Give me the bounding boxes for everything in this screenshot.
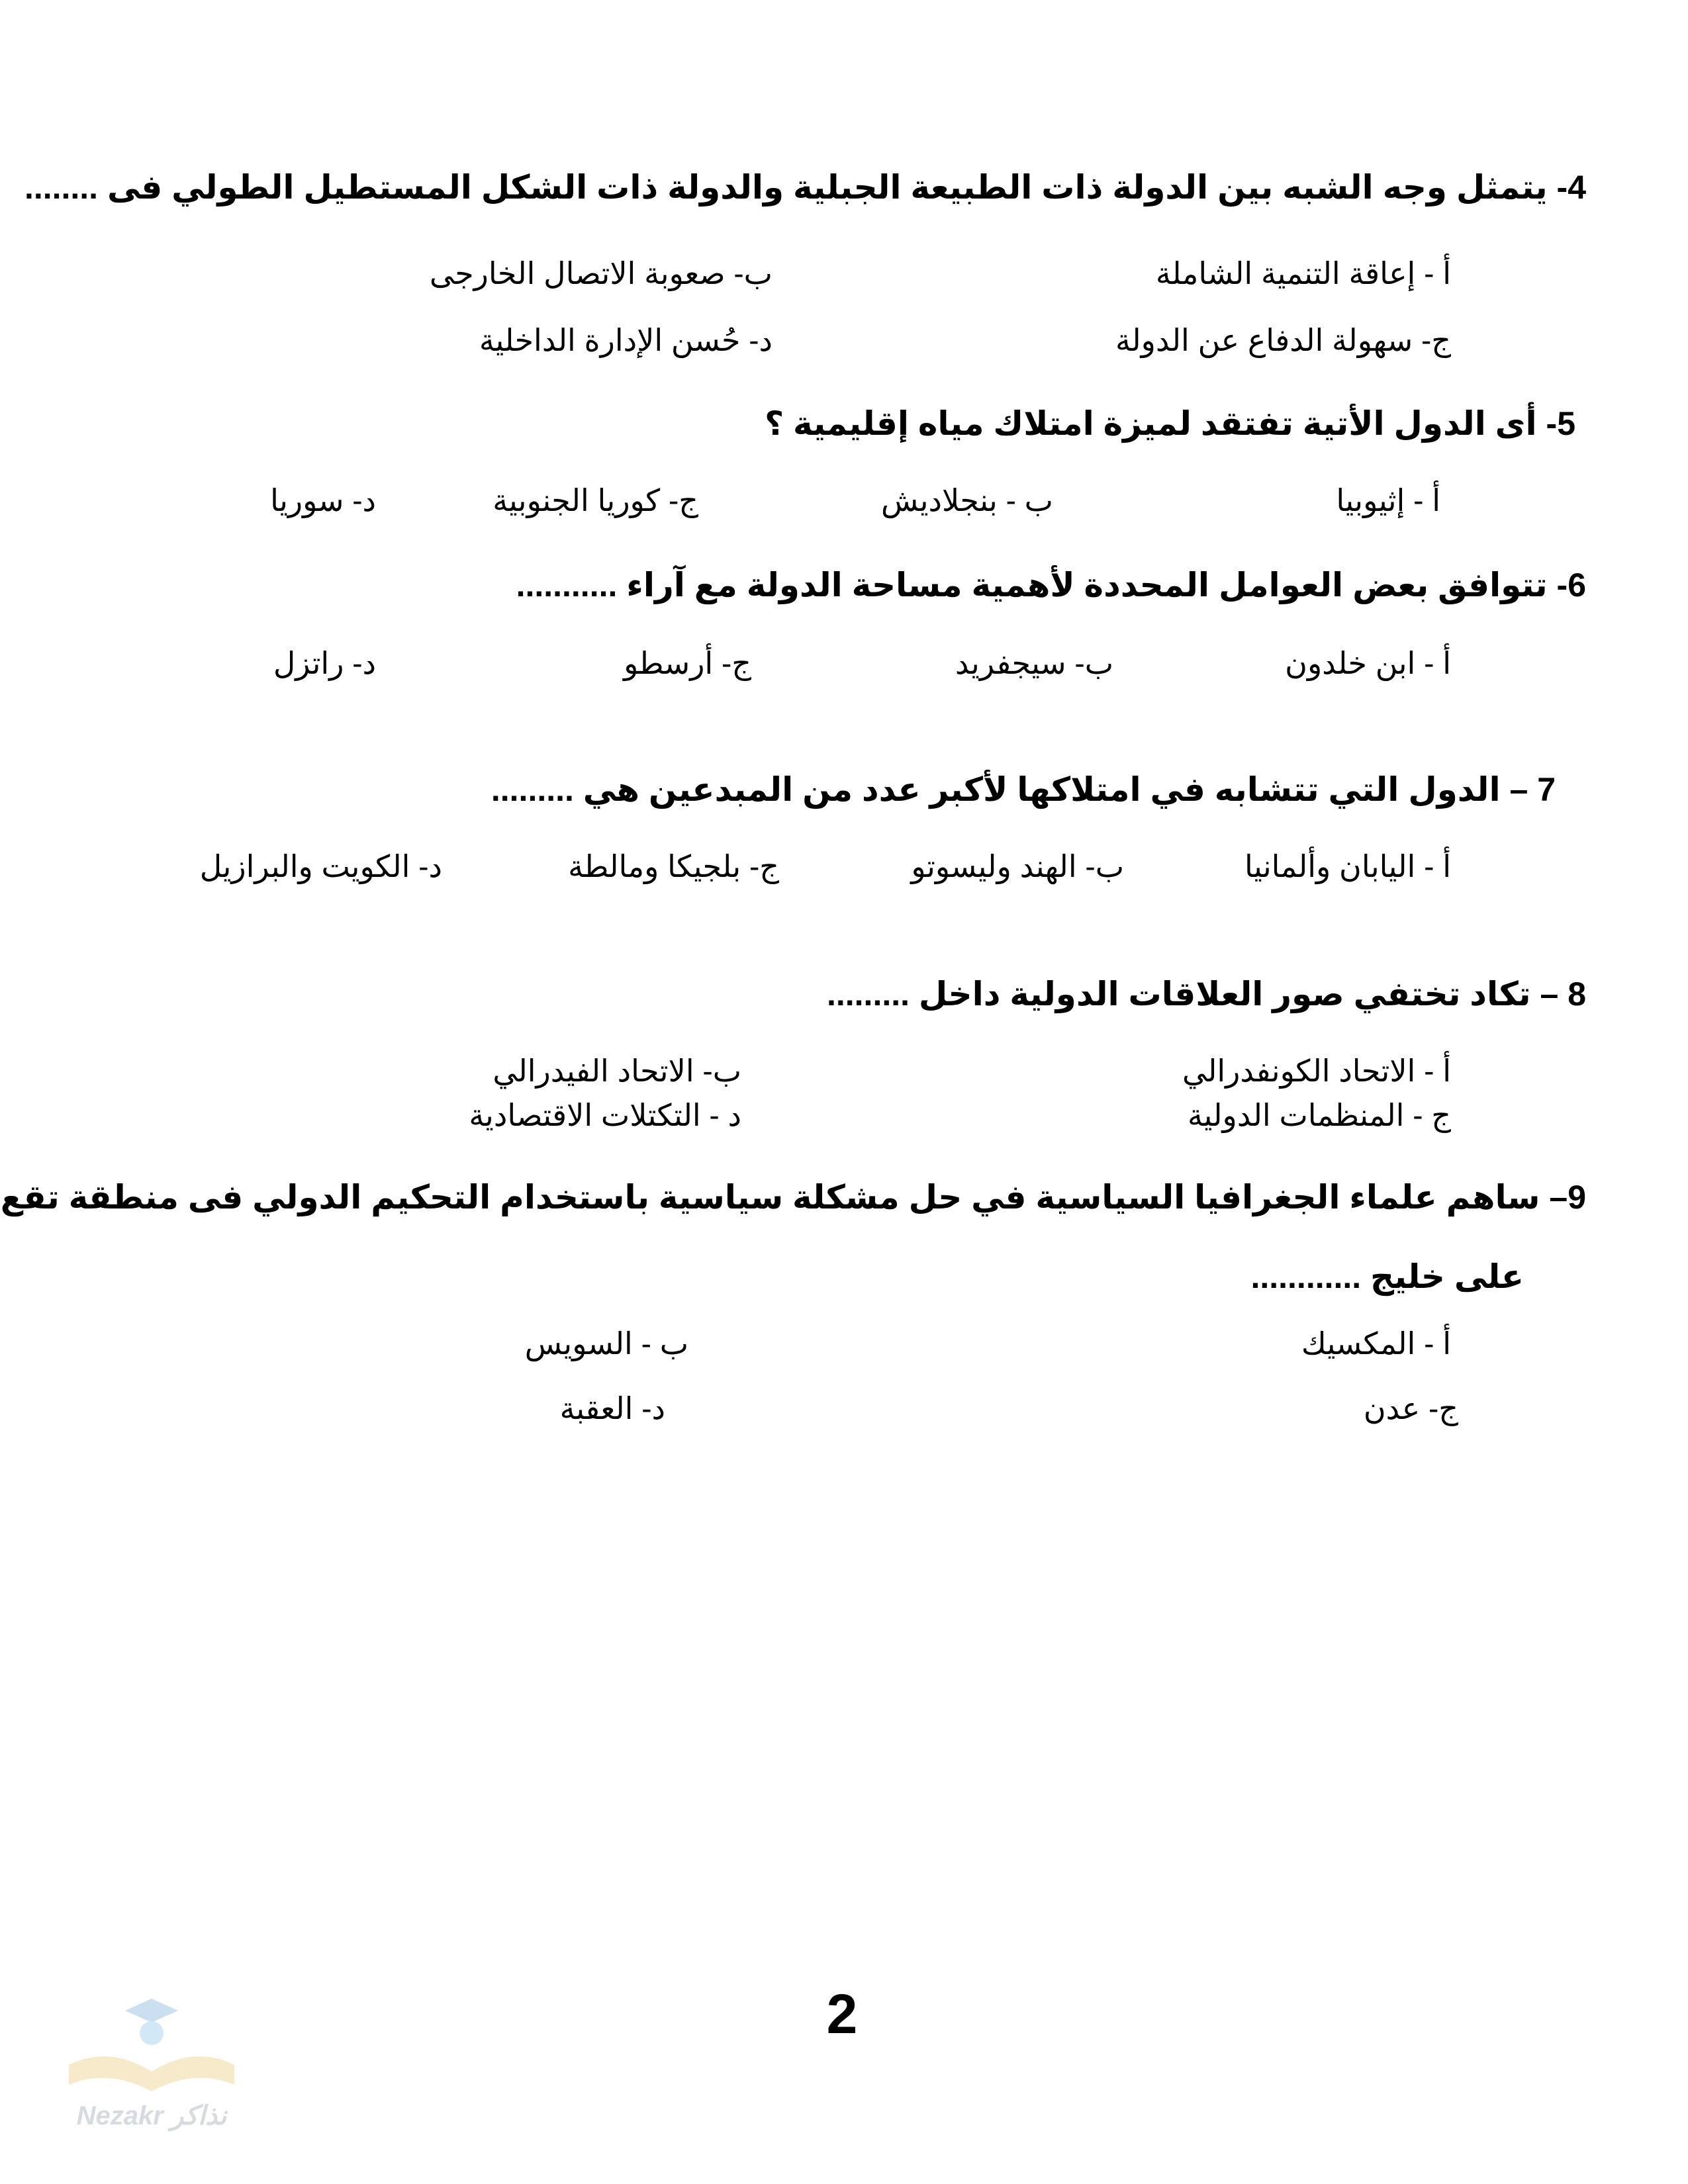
watermark-logo (56, 1992, 248, 2131)
page-number: 2 (826, 1983, 858, 2045)
question-8: 8 – تكاد تختفي صور العلاقات الدولية داخل ......... (826, 976, 1586, 1013)
option-a: أ - اليابان وألمانيا (1244, 849, 1451, 884)
option-b: ب - السويس (524, 1326, 688, 1361)
option-a: أ - الاتحاد الكونفدرالي (1182, 1054, 1451, 1088)
option-c: ج- سهولة الدفاع عن الدولة (1115, 323, 1451, 357)
option-d: د- حُسن الإدارة الداخلية (479, 323, 773, 357)
option-c: ج - المنظمات الدولية (1188, 1098, 1451, 1132)
option-a: أ - ابن خلدون (1285, 646, 1451, 680)
question-6: 6- تتوافق بعض العوامل المحددة لأهمية مساحة الدولة مع آراء ........... (516, 567, 1586, 604)
book-graduate-icon (56, 1992, 248, 2098)
option-b: ب- صعوبة الاتصال الخارجى (429, 256, 773, 291)
option-b: ب - بنجلاديش (881, 483, 1053, 518)
option-d: د- العقبة (559, 1391, 665, 1426)
option-d: د- الكويت والبرازيل (199, 849, 442, 884)
option-a: أ - إعاقة التنمية الشاملة (1155, 256, 1451, 291)
option-b: ب- الهند وليسوتو (911, 849, 1124, 884)
option-c: ج- بلجيكا ومالطة (568, 849, 779, 884)
option-d: د- راتزل (273, 646, 376, 680)
question-5: 5- أى الدول الأتية تفتقد لميزة امتلاك مياه إقليمية ؟ (765, 405, 1575, 442)
question-9: 9– ساهم علماء الجغرافيا السياسية في حل مشكلة سياسية باستخدام التحكيم الدولي فى منطقة تقع (0, 1179, 1586, 1216)
option-b: ب- الاتحاد الفيدرالي (492, 1054, 741, 1088)
option-a: أ - إثيوبيا (1336, 483, 1440, 518)
option-d: د- سوريا (270, 483, 376, 518)
option-c: ج- عدن (1363, 1391, 1458, 1426)
option-c: ج- أرسطو (624, 646, 751, 680)
logo-text: Nezakr نذاكر (76, 2101, 227, 2130)
question-9-continuation: على خليج ............ (1250, 1258, 1524, 1295)
option-c: ج- كوريا الجنوبية (492, 483, 698, 518)
question-4: 4- يتمثل وجه الشبه بين الدولة ذات الطبيعة الجبلية والدولة ذات الشكل المستطيل الطولي فى ........ (24, 169, 1586, 206)
option-a: أ - المكسيك (1301, 1326, 1451, 1361)
option-d: د - التكتلات الاقتصادية (469, 1098, 741, 1132)
option-b: ب- سيجفريد (955, 646, 1113, 680)
question-7: 7 – الدول التي تتشابه في امتلاكها لأكبر عدد من المبدعين هي ......... (491, 771, 1556, 808)
